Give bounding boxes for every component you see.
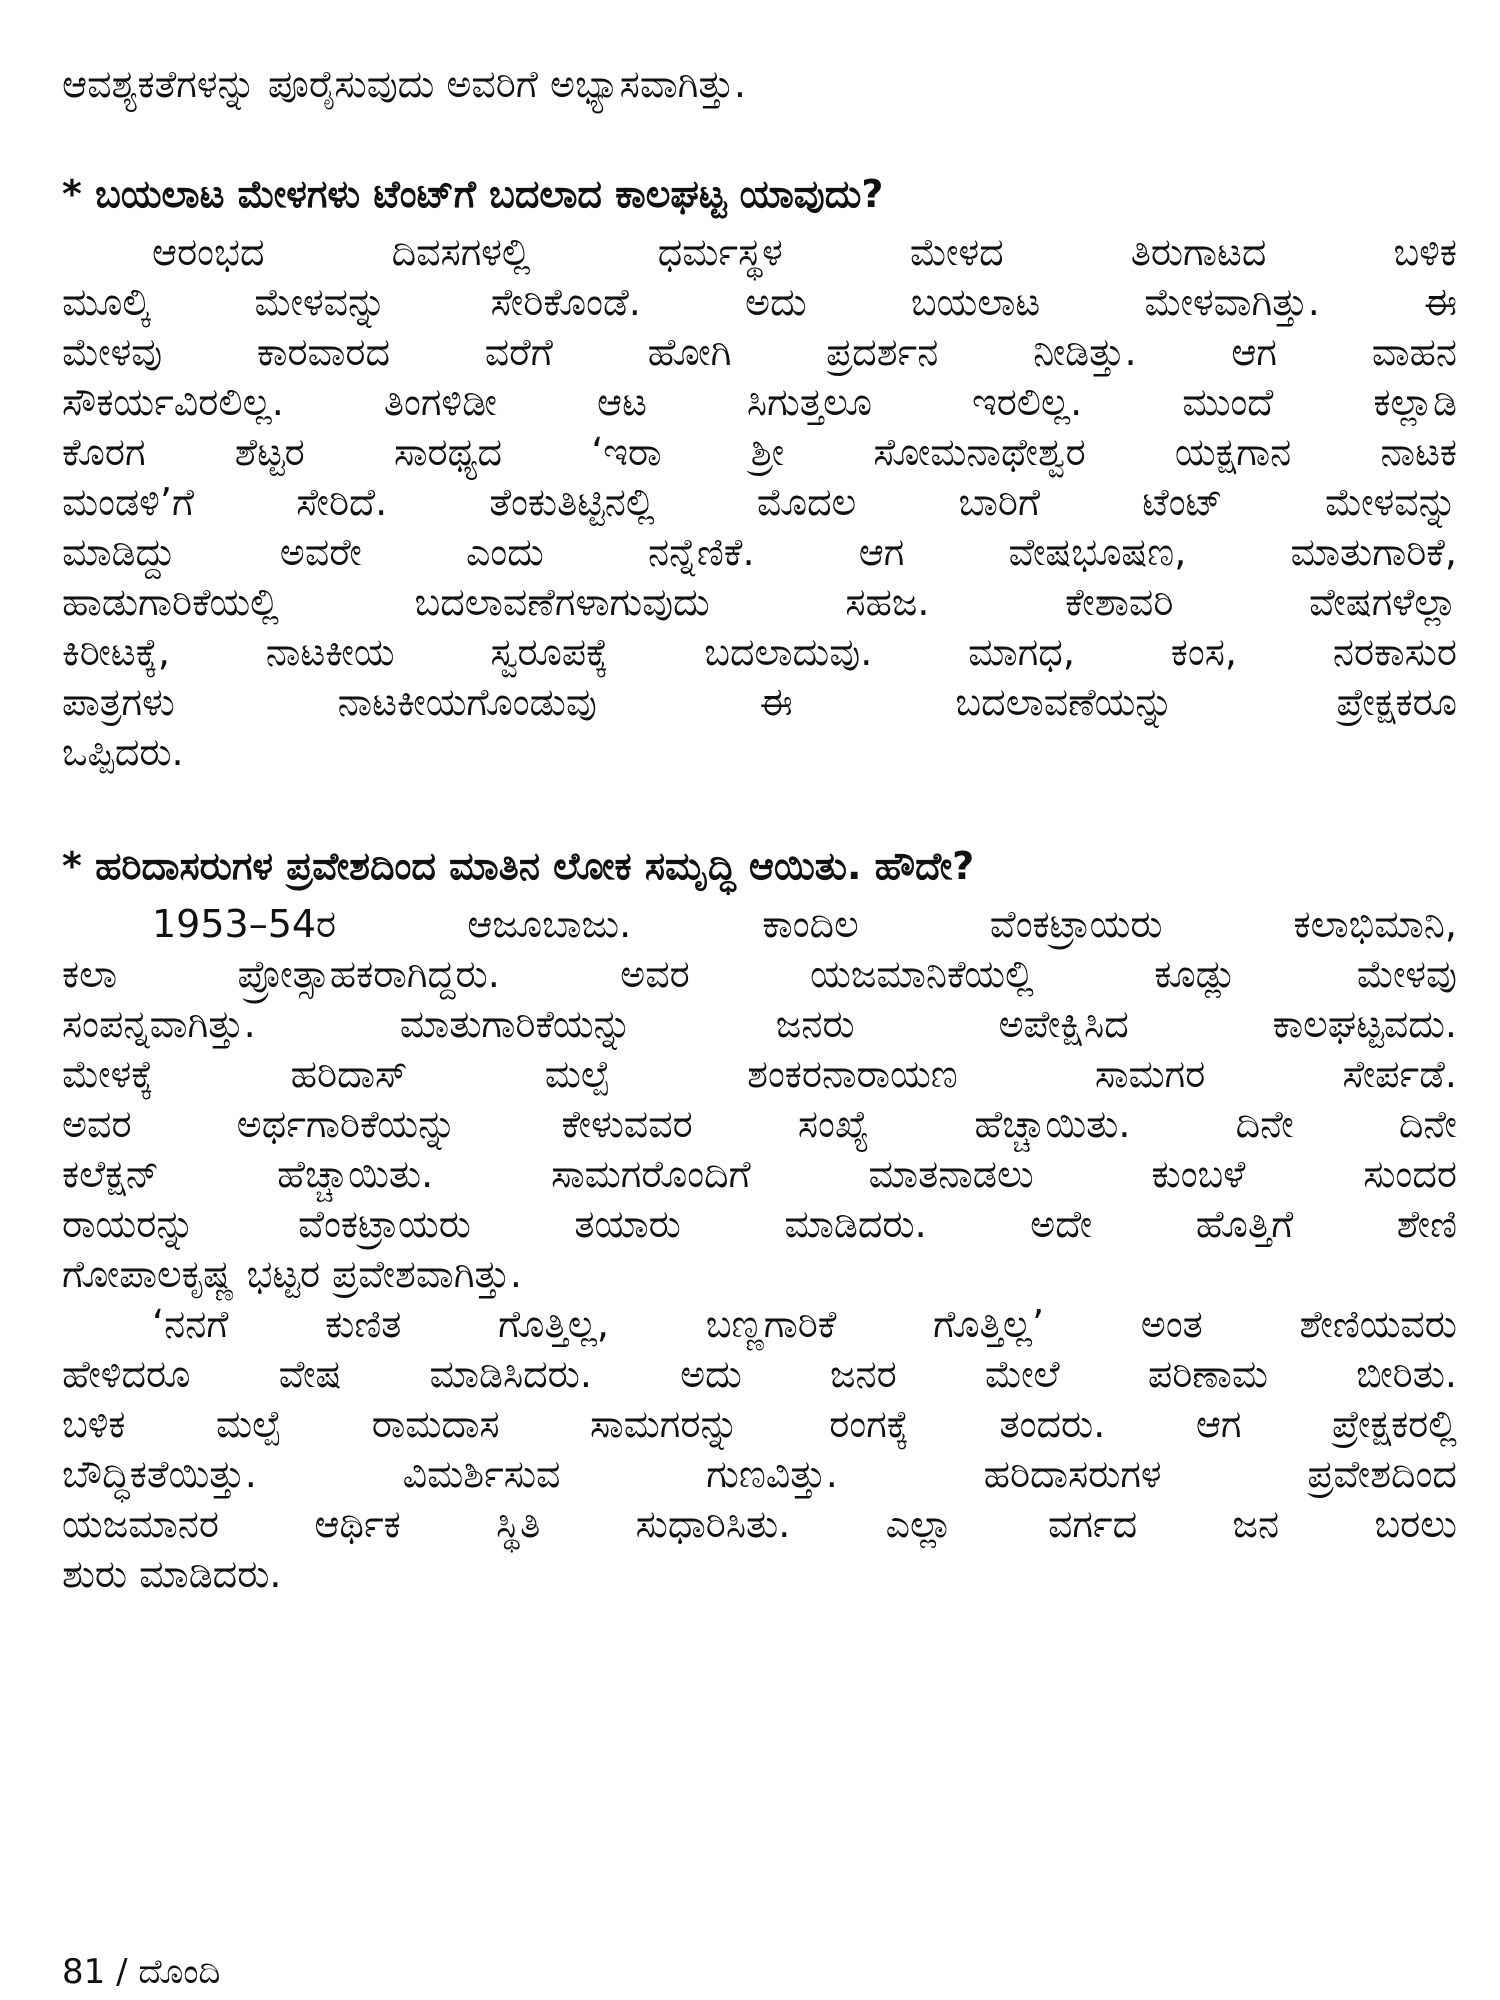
answer-paragraph-2 [62,902,1457,1302]
question-heading-2: * ಹರಿದಾಸರುಗಳ ಪ್ರವೇಶದಿಂದ ಮಾತಿನ ಲೋಕ ಸಮೃದ್ಧಿ ಆಯಿತು. ಹೌದೇ? [62,844,975,888]
paragraph-line: ಅವರ ಅರ್ಥಗಾರಿಕೆಯನ್ನು ಕೇಳುವವರ ಸಂಖ್ಯೆ ಹೆಚ್ಚಾಯಿತು. ದಿನೇ ದಿನೇ [62,1102,1457,1146]
paragraph-line: ಹೇಳಿದರೂ ವೇಷ ಮಾಡಿಸಿದರು. ಅದು ಜನರ ಮೇಲೆ ಪರಿಣಾಮ ಬೀರಿತು. [62,1352,1457,1396]
paragraph-line: ಮಂಡಳಿ’ಗೆ ಸೇರಿದೆ. ತೆಂಕುತಿಟ್ಟಿನಲ್ಲಿ ಮೊದಲ ಬಾರಿಗೆ ಟೆಂಟ್ ಮೇಳವನ್ನು [62,480,1457,524]
paragraph-line: ‘ನನಗೆ ಕುಣಿತ ಗೊತ್ತಿಲ್ಲ, ಬಣ್ಣಗಾರಿಕೆ ಗೊತ್ತಿಲ್ಲ’ ಅಂತ ಶೇಣಿಯವರು [152,1302,1457,1346]
paragraph-line: ಶುರು ಮಾಡಿದರು. [62,1552,282,1596]
paragraph-line: ಯಜಮಾನರ ಆರ್ಥಿಕ ಸ್ಥಿತಿ ಸುಧಾರಿಸಿತು. ಎಲ್ಲಾ ವರ್ಗದ ಜನ ಬರಲು [62,1502,1457,1546]
paragraph-line: ಆರಂಭದ ದಿವಸಗಳಲ್ಲಿ ಧರ್ಮಸ್ಥಳ ಮೇಳದ ತಿರುಗಾಟದ ಬಳಿಕ [152,230,1457,274]
paragraph-line: ಹಾಡುಗಾರಿಕೆಯಲ್ಲಿ ಬದಲಾವಣೆಗಳಾಗುವುದು ಸಹಜ. ಕೇಶಾವರಿ ವೇಷಗಳೆಲ್ಲಾ [62,580,1457,624]
paragraph-line: ಕಲಾ ಪ್ರೋತ್ಸಾಹಕರಾಗಿದ್ದರು. ಅವರ ಯಜಮಾನಿಕೆಯಲ್ಲಿ ಕೂಡ್ಲು ಮೇಳವು [62,952,1457,996]
intro-line: ಆವಶ್ಯಕತೆಗಳನ್ನು ಪೂರೈಸುವುದು ಅವರಿಗೆ ಅಭ್ಯಾಸವಾಗಿತ್ತು. [62,62,746,106]
paragraph-line: ಕಲೆಕ್ಷನ್ ಹೆಚ್ಚಾಯಿತು. ಸಾಮಗರೊಂದಿಗೆ ಮಾತನಾಡಲು ಕುಂಬಳೆ ಸುಂದರ [62,1152,1457,1196]
paragraph-line: ಒಪ್ಪಿದರು. [62,730,184,774]
paragraph-line: ಕಿರೀಟಕ್ಕೆ, ನಾಟಕೀಯ ಸ್ವರೂಪಕ್ಕೆ ಬದಲಾದುವು. ಮಾಗಧ, ಕಂಸ, ನರಕಾಸುರ [62,630,1457,674]
paragraph-line: ಮೇಳಕ್ಕೆ ಹರಿದಾಸ್ ಮಲ್ಪೆ ಶಂಕರನಾರಾಯಣ ಸಾಮಗರ ಸೇರ್ಪಡೆ. [62,1052,1457,1096]
answer-paragraph-1 [62,230,1457,780]
paragraph-line: ಕೊರಗ ಶೆಟ್ಟರ ಸಾರಥ್ಯದ ‘ಇರಾ ಶ್ರೀ ಸೋಮನಾಥೇಶ್ವರ ಯಕ್ಷಗಾನ ನಾಟಕ [62,430,1457,474]
answer-paragraph-3 [62,1302,1457,1602]
question-heading-1: * ಬಯಲಾಟ ಮೇಳಗಳು ಟೆಂಟ್‌ಗೆ ಬದಲಾದ ಕಾಲಘಟ್ಟ ಯಾವುದು? [62,172,884,216]
paragraph-line: ಪಾತ್ರಗಳು ನಾಟಕೀಯಗೊಂಡುವು ಈ ಬದಲಾವಣೆಯನ್ನು ಪ್ರೇಕ್ಷಕರೂ [62,680,1457,724]
paragraph-line: ಬಳಿಕ ಮಲ್ಪೆ ರಾಮದಾಸ ಸಾಮಗರನ್ನು ರಂಗಕ್ಕೆ ತಂದರು. ಆಗ ಪ್ರೇಕ್ಷಕರಲ್ಲಿ [62,1402,1457,1446]
paragraph-line: ಸೌಕರ್ಯವಿರಲಿಲ್ಲ. ತಿಂಗಳಿಡೀ ಆಟ ಸಿಗುತ್ತಲೂ ಇರಲಿಲ್ಲ. ಮುಂದೆ ಕಲ್ಲಾಡಿ [62,380,1457,424]
paragraph-line: ಮಾಡಿದ್ದು ಅವರೇ ಎಂದು ನನ್ನೆಣಿಕೆ. ಆಗ ವೇಷಭೂಷಣ, ಮಾತುಗಾರಿಕೆ, [62,530,1457,574]
paragraph-line: ಬೌದ್ಧಿಕತೆಯಿತ್ತು. ವಿಮರ್ಶಿಸುವ ಗುಣವಿತ್ತು. ಹರಿದಾಸರುಗಳ ಪ್ರವೇಶದಿಂದ [62,1452,1457,1496]
paragraph-line: ರಾಯರನ್ನು ವೆಂಕಟ್ರಾಯರು ತಯಾರು ಮಾಡಿದರು. ಅದೇ ಹೊತ್ತಿಗೆ ಶೇಣಿ [62,1202,1457,1246]
paragraph-line: ಮೂಲ್ಕಿ ಮೇಳವನ್ನು ಸೇರಿಕೊಂಡೆ. ಅದು ಬಯಲಾಟ ಮೇಳವಾಗಿತ್ತು. ಈ [62,280,1457,324]
page-number-footer: 81 / ದೊಂದಿ [62,1952,221,1992]
paragraph-line: ಗೋಪಾಲಕೃಷ್ಣ ಭಟ್ಟರ ಪ್ರವೇಶವಾಗಿತ್ತು. [62,1252,523,1296]
paragraph-line: ಸಂಪನ್ನವಾಗಿತ್ತು. ಮಾತುಗಾರಿಕೆಯನ್ನು ಜನರು ಅಪೇಕ್ಷಿಸಿದ ಕಾಲಘಟ್ಟವದು. [62,1002,1457,1046]
paragraph-line: 1953–54ರ ಆಜೂಬಾಜು. ಕಾಂದಿಲ ವೆಂಕಟ್ರಾಯರು ಕಲಾಭಿಮಾನಿ, [152,902,1457,946]
paragraph-line: ಮೇಳವು ಕಾರವಾರದ ವರೆಗೆ ಹೋಗಿ ಪ್ರದರ್ಶನ ನೀಡಿತ್ತು. ಆಗ ವಾಹನ [62,330,1457,374]
page-body [62,62,1457,1602]
